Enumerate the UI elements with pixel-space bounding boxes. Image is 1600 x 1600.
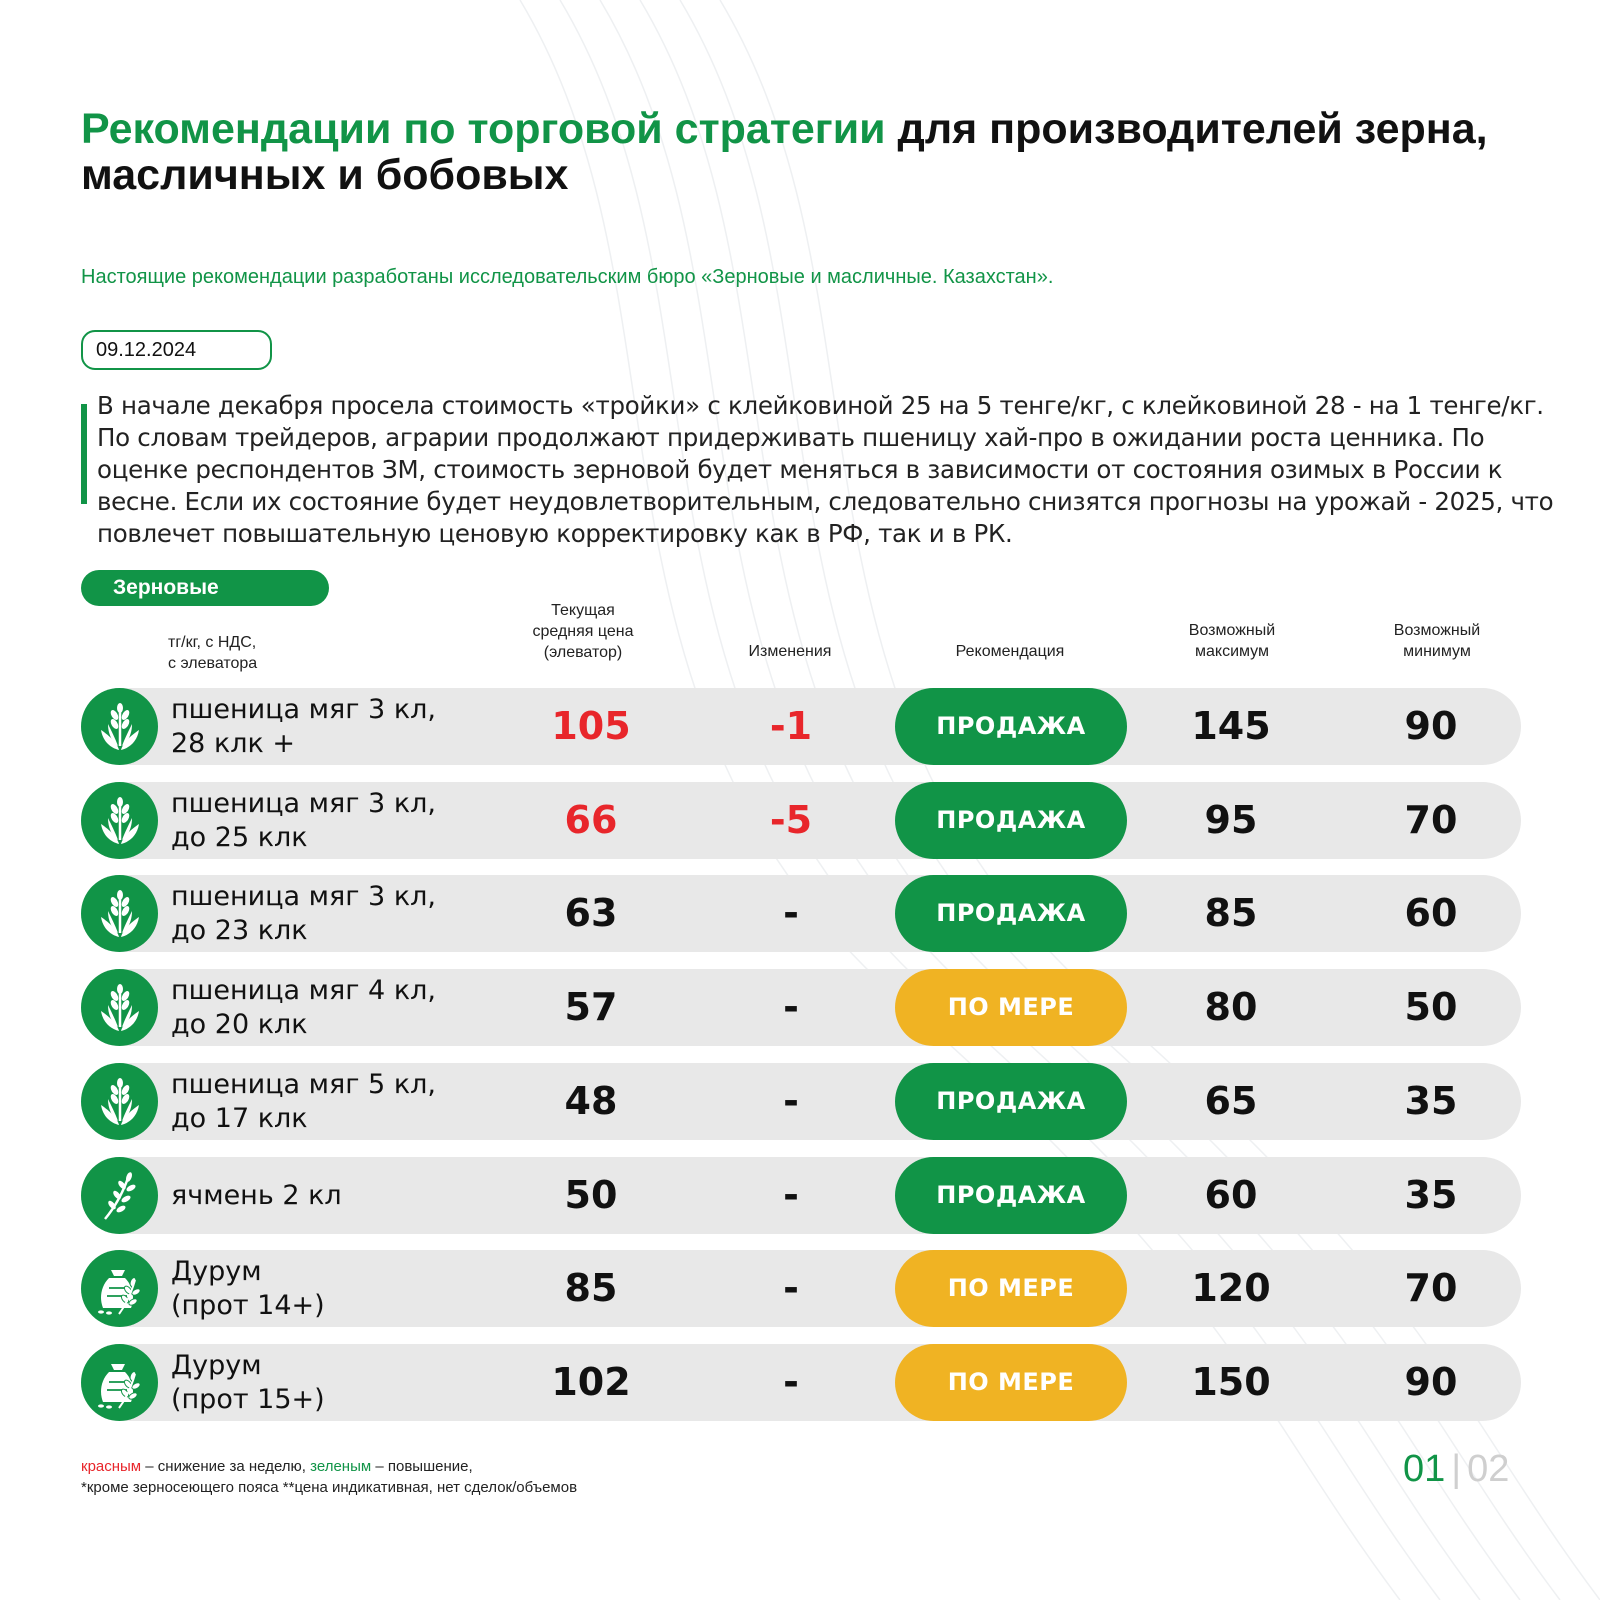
possible-min: 60: [1404, 891, 1458, 935]
wheat-icon: [81, 969, 158, 1046]
wheat-icon: [81, 875, 158, 952]
possible-max: 80: [1204, 985, 1258, 1029]
price-change: -: [783, 1360, 799, 1404]
recommendation-badge: ПРОДАЖА: [895, 875, 1127, 952]
crop-name: пшеница мяг 3 кл, до 23 клк: [171, 880, 436, 946]
current-price: 102: [551, 1360, 631, 1404]
recommendation-badge: ПО МЕРЕ: [895, 1344, 1127, 1421]
wheat-icon: [81, 782, 158, 859]
recommendation-badge: ПРОДАЖА: [895, 1157, 1127, 1234]
recommendation-badge: ПРОДАЖА: [895, 688, 1127, 765]
recommendation-badge: ПО МЕРЕ: [895, 1250, 1127, 1327]
crop-name: Дурум (прот 14+): [171, 1255, 325, 1321]
recommendation-badge: ПРОДАЖА: [895, 782, 1127, 859]
crop-name: ячмень 2 кл: [171, 1179, 342, 1211]
title-highlight: Рекомендации по торговой стратегии: [81, 105, 886, 153]
wheat-icon: [81, 688, 158, 765]
price-change: -: [783, 1079, 799, 1123]
price-change: -5: [769, 798, 813, 842]
column-header-price: Текущая средняя цена (элеватор): [532, 602, 634, 661]
possible-max: 95: [1204, 798, 1258, 842]
table-row: [81, 969, 1521, 1046]
table-row: [81, 1157, 1521, 1234]
possible-min: 35: [1404, 1173, 1458, 1217]
page-current[interactable]: 01: [1403, 1448, 1446, 1490]
crop-name: пшеница мяг 3 кл, до 25 клк: [171, 787, 436, 853]
possible-min: 70: [1404, 1266, 1458, 1310]
possible-max: 150: [1191, 1360, 1271, 1404]
page-title: [81, 106, 1541, 198]
possible-min: 90: [1404, 704, 1458, 748]
table-row: [81, 688, 1521, 765]
table-row: [81, 782, 1521, 859]
recommendation-badge: ПРОДАЖА: [895, 1063, 1127, 1140]
current-price: 85: [564, 1266, 618, 1310]
possible-max: 85: [1204, 891, 1258, 935]
possible-max: 65: [1204, 1079, 1258, 1123]
market-summary: В начале декабря просела стоимость «тройки» с клейковиной 25 на 5 тенге/кг, с клейковиной 28 - на 1 тенге/кг. По словам трейдеров, аграрии продолжают придерживать пшеницу хай-про в ожидании роста ценника. По оценке респондентов ЗМ, стоимость зерновой будет меняться в зависимости от состояния озимых в России к весне. Если их состояние будет неудовлетворительным, следовательно снизятся прогнозы на урожай - 2025, что повлечет повышательную ценовую корректировку как в РФ, так и в РК.: [97, 391, 1554, 548]
barley-icon: [81, 1157, 158, 1234]
recommendation-badge: ПО МЕРЕ: [895, 969, 1127, 1046]
possible-max: 145: [1191, 704, 1271, 748]
possible-min: 90: [1404, 1360, 1458, 1404]
legend-green-word: зеленым: [310, 1458, 372, 1475]
possible-min: 50: [1404, 985, 1458, 1029]
current-price: 105: [551, 704, 631, 748]
title-rest: для производителей зерна, масличных и бобовых: [81, 105, 1488, 199]
page-next[interactable]: 02: [1467, 1448, 1510, 1490]
possible-max: 60: [1204, 1173, 1258, 1217]
section-label: Зерновые: [81, 570, 329, 606]
table-row: [81, 1250, 1521, 1327]
current-price: 63: [564, 891, 618, 935]
current-price: 57: [564, 985, 618, 1029]
wheat-icon: [81, 1063, 158, 1140]
price-change: -: [783, 1266, 799, 1310]
possible-max: 120: [1191, 1266, 1271, 1310]
column-header-recommendation: Рекомендация: [955, 643, 1065, 660]
table-row: [81, 1063, 1521, 1140]
legend-red-text: – снижение за неделю,: [141, 1458, 311, 1475]
grain-sack-icon: [81, 1250, 158, 1327]
column-header-max: Возможный максимум: [1188, 622, 1276, 660]
possible-min: 70: [1404, 798, 1458, 842]
current-price: 66: [564, 798, 618, 842]
page-separator: |: [1451, 1448, 1462, 1490]
grain-sack-icon: [81, 1344, 158, 1421]
legend-green-text: – повышение,: [371, 1458, 473, 1475]
price-change: -: [783, 891, 799, 935]
date-badge: 09.12.2024: [81, 330, 272, 370]
column-header-min: Возможный минимум: [1393, 622, 1481, 660]
price-change: -: [783, 985, 799, 1029]
table-row: [81, 875, 1521, 952]
price-change: -1: [769, 704, 813, 748]
crop-name: Дурум (прот 15+): [171, 1349, 325, 1415]
current-price: 48: [564, 1079, 618, 1123]
crop-name: пшеница мяг 3 кл, 28 клк +: [171, 693, 436, 759]
legend-red-word: красным: [81, 1458, 142, 1475]
crop-name: пшеница мяг 5 кл, до 17 клк: [171, 1068, 436, 1134]
subtitle: Настоящие рекомендации разработаны исследовательским бюро «Зерновые и масличные. Казахстан».: [81, 266, 1054, 288]
possible-min: 35: [1404, 1079, 1458, 1123]
current-price: 50: [564, 1173, 618, 1217]
summary-accent-bar: [81, 404, 87, 504]
crop-name: пшеница мяг 4 кл, до 20 клк: [171, 974, 436, 1040]
column-header-unit: тг/кг, с НДС, с элеватора: [168, 634, 258, 672]
column-header-change: Изменения: [748, 643, 832, 660]
pagination: [1403, 1447, 1509, 1491]
legend: [81, 1456, 577, 1498]
price-change: -: [783, 1173, 799, 1217]
legend-note: *кроме зерносеющего пояса **цена индикативная, нет сделок/объемов: [81, 1479, 578, 1496]
table-row: [81, 1344, 1521, 1421]
